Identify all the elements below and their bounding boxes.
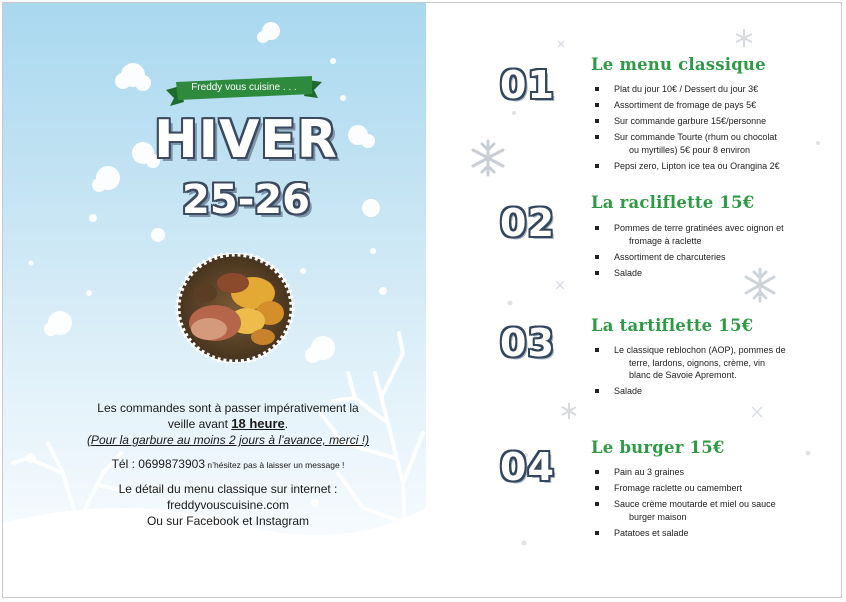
phone-label: Tél : <box>111 457 139 471</box>
menu-flyer <box>2 2 842 598</box>
menu-items <box>594 344 824 401</box>
order-info <box>63 401 393 529</box>
website-label: Le détail du menu classique sur internet : <box>118 482 338 496</box>
menu-item-text: Sur commande Tourte (rhum ou chocolat <box>614 132 777 143</box>
menu-item-text: Pain au 3 graines <box>614 467 685 477</box>
social-text: Ou sur Facebook et Instagram <box>146 514 310 528</box>
menu-title: La tartiflette 15€ <box>591 316 754 335</box>
order-deadline-suffix: . <box>284 417 289 431</box>
menu-item <box>594 115 824 128</box>
menu-item-continuation: burger maison <box>629 511 687 522</box>
menu-item-text: Pepsi zero, Lipton ice tea ou Orangina 2€ <box>614 160 780 171</box>
menu-items <box>594 466 824 543</box>
menu-item <box>594 466 824 479</box>
menu-item-text: Sur commande garbure 15€/personne <box>614 116 767 127</box>
menu-item <box>594 482 824 495</box>
snowflake-icon <box>736 29 752 47</box>
menu-item <box>594 344 824 382</box>
menu-number: 04 <box>500 445 555 489</box>
menu-item-text: Assortiment de charcuteries <box>614 251 726 262</box>
deadline-hour: 18 heure <box>231 416 285 431</box>
menu-title: Le burger 15€ <box>591 438 725 457</box>
menu-item-text: Le classique reblochon (AOP), pommes de <box>614 345 786 355</box>
menu-item <box>594 527 824 540</box>
menu-number: 03 <box>500 321 555 365</box>
ribbon-text: Freddy vous cuisine . . . <box>191 82 297 93</box>
phone-hint: n’hésitez pas à laisser un message ! <box>205 460 345 470</box>
menu-item-continuation: ou myrtilles) 5€ pour 8 environ <box>629 144 751 155</box>
menu-number: 01 <box>500 63 555 107</box>
phone-number[interactable]: 0699873903 <box>138 457 206 471</box>
menu-item-text: Salade <box>614 267 643 278</box>
menu-item-text: Pommes de terre gratinées avec oignon et <box>614 223 784 233</box>
cover-title: HIVER <box>154 110 338 170</box>
garbure-note: (Pour la garbure au moins 2 jours à l’avance, merci !) <box>86 433 370 447</box>
menu-panel <box>426 3 842 598</box>
snowflake-icon <box>562 403 576 419</box>
menu-item-continuation: blanc de Savoie Apremont. <box>629 370 737 380</box>
dish-photo <box>175 253 295 363</box>
menu-item-text: Fromage raclette ou camembert <box>614 483 743 494</box>
menu-item <box>594 498 824 523</box>
menu-item <box>594 131 824 156</box>
menu-item-text: Plat du jour 10€ / Dessert du jour 3€ <box>614 84 759 94</box>
menu-item-continuation: fromage à raclette <box>629 235 702 246</box>
menu-item-text: Sauce crème moutarde et miel ou sauce <box>614 499 776 510</box>
order-deadline-text: Les commandes sont à passer impérativement la <box>97 401 359 415</box>
menu-items <box>594 83 824 176</box>
menu-item-text: Patatoes et salade <box>614 527 689 538</box>
menu-item-text: Salade <box>614 386 643 397</box>
order-deadline-prefix: veille avant <box>167 417 232 431</box>
phone-line <box>63 457 393 473</box>
order-deadline-line <box>63 416 393 432</box>
website-link[interactable]: freddyvouscuisine.com <box>166 498 290 512</box>
menu-item <box>594 267 824 280</box>
menu-item-continuation: terre, lardons, oignons, crème, vin <box>629 357 766 368</box>
menu-item <box>594 99 824 112</box>
menu-item <box>594 251 824 264</box>
menu-item <box>594 385 824 398</box>
cover-season: 25-26 <box>182 177 310 223</box>
menu-item-text: Assortiment de fromage de pays 5€ <box>614 100 757 111</box>
menu-item <box>594 222 824 247</box>
menu-item <box>594 83 824 96</box>
menu-item <box>594 160 824 173</box>
website-info <box>63 481 393 529</box>
snowflake-icon <box>473 141 503 175</box>
cover-panel <box>3 3 426 598</box>
menu-number: 02 <box>500 201 555 245</box>
menu-title: La racliflette 15€ <box>591 193 755 212</box>
menu-title: Le menu classique <box>591 55 766 74</box>
menu-items <box>594 222 824 283</box>
